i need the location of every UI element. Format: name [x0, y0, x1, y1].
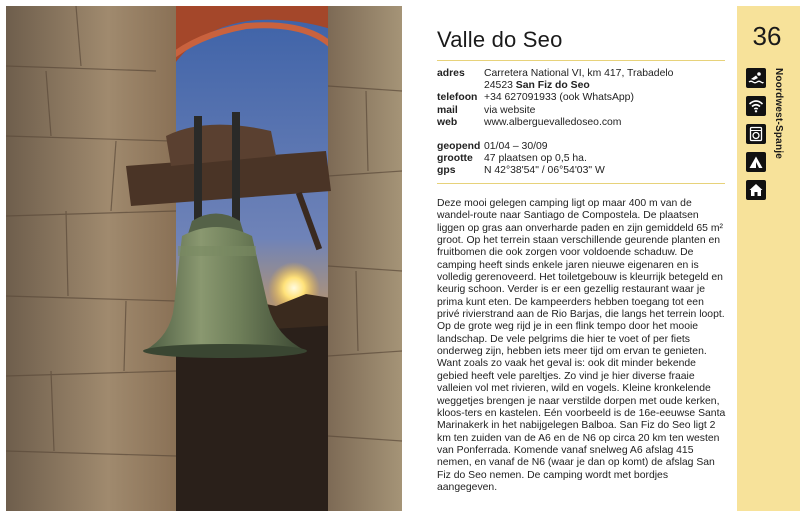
region-label: Noordwest-Spanje — [773, 68, 784, 159]
page-title: Valle do Seo — [437, 27, 563, 52]
side-tab — [737, 6, 800, 511]
value-gps: N 42°38'54" / 06°54'03" W — [484, 165, 605, 177]
info-row-web — [437, 117, 673, 129]
label-geopend: geopend — [437, 141, 481, 152]
label-gps: gps — [437, 165, 456, 177]
page-number: 36 — [752, 21, 782, 51]
info-row-mail — [437, 105, 673, 117]
wifi-icon — [746, 96, 766, 116]
photo-illustration — [6, 6, 402, 511]
info-row-geopend — [437, 141, 605, 153]
label-web: web — [437, 116, 458, 128]
value-postcode: 24523 — [484, 80, 513, 92]
divider-bottom — [437, 183, 725, 184]
value-geopend: 01/04 – 30/09 — [484, 141, 548, 152]
value-web-link[interactable]: www.alberguevalledoseo.com — [484, 116, 622, 128]
text-column — [437, 0, 729, 511]
value-adres-line2 — [484, 80, 673, 92]
contact-info — [437, 68, 673, 129]
divider-top — [437, 60, 725, 61]
label-adres: adres — [437, 68, 465, 79]
label-grootte: grootte — [437, 153, 473, 165]
facts-info — [437, 141, 605, 178]
value-town: San Fiz do Seo — [515, 80, 590, 92]
info-row-telefoon — [437, 92, 673, 104]
house-icon — [746, 180, 766, 200]
value-mail: via website — [484, 104, 536, 116]
description-text: Deze mooi gelegen camping ligt op maar 400 m van de wandel-route naar Santiago de Compostela. De plaatsen liggen op gras aan onverharde paden en zijn gemiddeld 65 m² groot. Op het terrein staan verschillende geurende planten en fruitbomen die ook zorgen voor voldoende schaduw. De camping heeft sinds enkele jaren nieuwe eigenaren en is volledig gerenoveerd. Het toiletgebouw is kleurrijk betegeld en keurig schoon. Verder is er een gezellig restaurant waar je prima kunt eten. De kampeerders hebben toegang tot een privé rivierstrand aan de Rio Barjas, die langs het terrein loopt. Op de grote weg rijd je in een flink tempo door het mooie landschap. De vele pelgrims die hier te voet of per fiets onderweg zijn, hebben iets meer tijd om ervan te genieten. Want zoals zo vaak het geval is: ook dit minder bekende gebied heeft vele pareltjes. Zo vind je hier diverse fraaie valleien vol met rivieren, wild en vogels. Kleine kronkelende weggetjes brengen je naar verstilde dorpen met oude kerken, kloos-ters en kastelen. Eén voorbeeld is de 16e-eeuwse Santa Marinakerk in het nabijgelegen Balboa. San Fiz do Seo ligt 2 km ten zuiden van de A6 en de N6 op circa 20 km ten westen van Ponferrada. Komende vanaf snelweg A6 afslag 415 nemen, en vanaf de N6 (waar je dan op komt) de afslag San Fiz do Seo nemen. De camping wordt met bordjes aangegeven. — [437, 198, 726, 493]
info-row-gps — [437, 165, 605, 177]
value-grootte: 47 plaatsen op 0,5 ha. — [484, 153, 587, 165]
info-row-adres-2 — [437, 80, 673, 92]
value-adres-line1: Carretera National VI, km 417, Trabadelo — [484, 68, 674, 79]
label-telefoon: telefoon — [437, 92, 478, 104]
label-mail: mail — [437, 104, 458, 116]
washing-machine-icon — [746, 124, 766, 144]
swimming-icon — [746, 68, 766, 88]
tent-icon — [746, 152, 766, 172]
value-telefoon[interactable]: +34 627091933 (ook WhatsApp) — [484, 92, 634, 104]
photo-bell-in-arch — [6, 6, 402, 511]
info-row-adres — [437, 68, 673, 80]
info-row-grootte — [437, 153, 605, 165]
